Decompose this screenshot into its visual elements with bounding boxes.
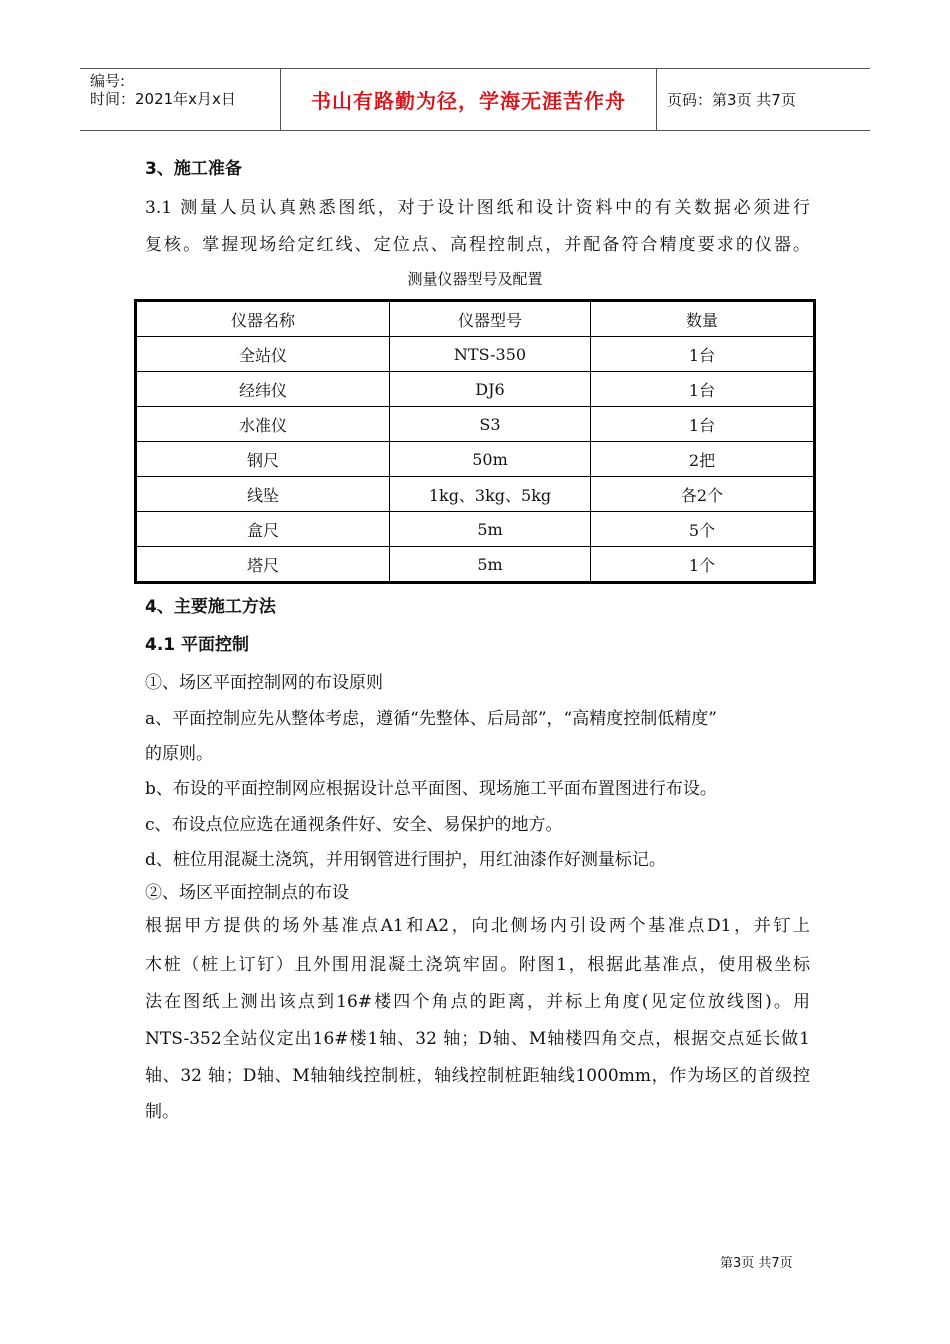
paragraph-line: NTS-352全站仪定出16#楼1轴、32 轴；D轴、M轴楼四角交点，根据交点延长做1 [145,1029,810,1049]
table-header-cell: 仪器型号 [390,301,591,337]
table-cell: 5个 [591,512,815,547]
table-cell: 50m [390,442,591,477]
list-item: c、布设点位应选在通视条件好、安全、易保护的地方。 [145,815,563,835]
table-cell: 线坠 [136,477,390,512]
section-4-1-title: 4.1 平面控制 [145,635,250,655]
table-cell: 1台 [591,407,815,442]
paragraph-line: 轴、32 轴；D轴、M轴轴线控制桩，轴线控制桩距轴线1000mm，作为场区的首级控 [145,1066,810,1086]
table-cell: 塔尺 [136,547,390,583]
paragraph-line: 根据甲方提供的场外基准点A1和A2，向北侧场内引设两个基准点D1，并钉上 [145,916,810,936]
paragraph-line: 制。 [145,1102,179,1122]
table-caption: 测量仪器型号及配置 [407,270,543,288]
table-cell: 5m [390,512,591,547]
table-header-cell: 数量 [591,301,815,337]
section-4-title: 4、主要施工方法 [145,597,276,617]
table-cell: 全站仪 [136,337,390,372]
section-3-title: 3、施工准备 [145,159,242,179]
table-cell: 1个 [591,547,815,583]
table-cell: 2把 [591,442,815,477]
table-row [136,442,815,477]
table-cell: 盒尺 [136,512,390,547]
table-cell: 1kg、3kg、5kg [390,477,591,512]
header-page-info: 页码：第3页 共7页 [667,91,796,109]
table-cell: 钢尺 [136,442,390,477]
table-header-row [136,301,815,337]
paragraph-line: 木桩（桩上订钉）且外围用混凝土浇筑牢固。附图1，根据此基准点，使用极坐标 [145,955,810,975]
header-meta [80,69,280,130]
table-cell: 水准仪 [136,407,390,442]
paragraph-line: 法在图纸上测出该点到16#楼四个角点的距离，并标上角度(见定位放线图)。用 [145,992,810,1012]
table-row [136,372,815,407]
table-header-cell: 仪器名称 [136,301,390,337]
list-item: a、平面控制应先从整体考虑，遵循“先整体、后局部”，“高精度控制低精度” [145,709,717,729]
table-cell: DJ6 [390,372,591,407]
paragraph-3-1-line-1: 3.1 测量人员认真熟悉图纸，对于设计图纸和设计资料中的有关数据必须进行 [145,198,810,218]
table-cell: 经纬仪 [136,372,390,407]
list-item: 的原则。 [145,744,213,764]
table-cell: 各2个 [591,477,815,512]
list-item: ①、场区平面控制网的布设原则 [145,673,383,693]
table-cell: S3 [390,407,591,442]
document-time: 时间：2021年x月x日 [90,90,236,108]
table-row [136,512,815,547]
table-cell: 1台 [591,337,815,372]
table-row [136,477,815,512]
table-cell: NTS-350 [390,337,591,372]
header-motto: 书山有路勤为径，学海无涯苦作舟 [280,69,657,130]
table-row [136,407,815,442]
table-cell: 5m [390,547,591,583]
page-footer: 第3页 共7页 [720,1256,793,1271]
table-row [136,337,815,372]
table-row [136,547,815,583]
document-number-label: 编号: [90,72,126,90]
instrument-table [134,299,816,584]
list-item: ②、场区平面控制点的布设 [145,883,349,903]
paragraph-3-1-line-2: 复核。掌握现场给定红线、定位点、高程控制点，并配备符合精度要求的仪器。 [145,235,810,255]
list-item: d、桩位用混凝土浇筑，并用钢管进行围护，用红油漆作好测量标记。 [145,850,666,870]
page-header [80,68,870,131]
table-cell: 1台 [591,372,815,407]
list-item: b、布设的平面控制网应根据设计总平面图、现场施工平面布置图进行布设。 [145,779,717,799]
